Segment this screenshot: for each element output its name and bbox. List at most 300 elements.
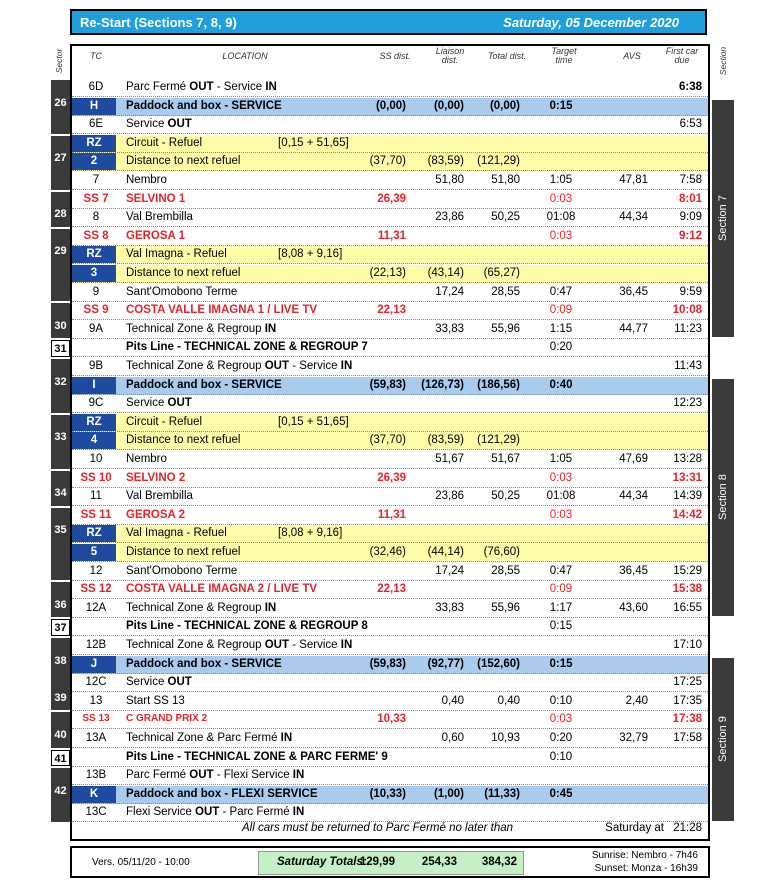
tc-cell: 13C: [85, 806, 107, 819]
total-dist-cell: 51,67: [491, 453, 520, 465]
table-row: [72, 749, 708, 767]
liaison-dist-cell: 23,86: [435, 211, 464, 224]
location-cell: [126, 286, 237, 298]
tc-cell: 10: [89, 453, 103, 465]
first-car-due-cell: 15:38: [672, 583, 702, 596]
location-keyword-2: IN: [340, 360, 353, 372]
tc-cell: RZ: [72, 414, 116, 431]
location-text: Val Brembilla: [126, 490, 193, 503]
table-row: [72, 377, 708, 395]
location-keyword: OUT: [167, 118, 192, 131]
sector-number: [51, 136, 70, 190]
ss-dist-cell: 22,13: [377, 583, 406, 596]
parc-ferme-note: [72, 820, 708, 838]
table-row: [72, 414, 708, 432]
liaison-dist-cell: 51,80: [435, 174, 464, 186]
table-row: [72, 711, 708, 729]
tc-cell: 2: [72, 153, 116, 170]
location-text: Val Imagna - Refuel: [126, 527, 227, 540]
tc-cell: 12C: [85, 676, 107, 689]
location-cell: [126, 546, 240, 558]
location-cell: [126, 100, 282, 112]
location-keyword-2: IN: [265, 81, 277, 93]
section-block: [712, 100, 734, 338]
table-row: [72, 563, 708, 581]
location-cell: [126, 639, 352, 651]
tc-cell: 6D: [88, 81, 104, 93]
table-row: [72, 544, 708, 562]
location-cell: [126, 509, 185, 521]
location-cell: [126, 341, 368, 353]
location-cell: [126, 806, 304, 818]
total-dist-cell: (65,27): [483, 267, 520, 279]
ss-dist-cell: 26,39: [377, 471, 406, 484]
location-text: Service: [126, 676, 168, 689]
sector-label: 31: [54, 343, 67, 356]
total-dist-cell: 28,55: [491, 285, 520, 298]
first-car-due-cell: 12:23: [673, 397, 702, 410]
location-cell: [126, 788, 318, 800]
tc-cell: SS 12: [80, 583, 112, 596]
first-car-due-cell: 9:59: [679, 285, 702, 298]
ss-dist-cell: (10,33): [369, 787, 406, 800]
refuel-distances: [0,15 + 51,65]: [278, 415, 349, 428]
location-cell: [126, 230, 185, 242]
header-ss-dist: SS dist.: [379, 51, 411, 61]
avs-cell: 47,69: [619, 453, 648, 465]
table-row: [72, 507, 708, 525]
sector-label: 38: [54, 654, 67, 667]
refuel-distances: [8,08 + 9,16]: [278, 527, 343, 540]
target-time-cell: 0:03: [549, 508, 573, 521]
tc-cell: RZ: [72, 246, 116, 263]
sector-number: [51, 750, 70, 767]
tc-cell: 12B: [85, 639, 107, 651]
tc-cell: 7: [92, 174, 100, 186]
sector-label: 42: [54, 784, 67, 797]
liaison-dist-cell: 17,24: [435, 285, 464, 298]
total-dist-cell: (152,60): [477, 657, 520, 670]
sector-number: [51, 471, 70, 506]
first-car-due-cell: 6:53: [679, 118, 702, 131]
total-dist-cell: 50,25: [491, 490, 520, 503]
location-cell: [126, 527, 227, 539]
header-liaison-dist: Liaison dist.: [435, 46, 465, 65]
sunrise-text: Sunrise: Nembro - 7h46: [591, 850, 698, 861]
location-keyword: OUT: [167, 397, 192, 410]
tc-cell: 9B: [88, 360, 104, 372]
first-car-due-cell: 13:28: [673, 453, 702, 465]
table-row: [72, 79, 708, 97]
location-text-2: - Parc Fermé: [219, 806, 293, 819]
location-text: Service: [126, 397, 168, 410]
sector-number: [51, 359, 70, 413]
location-cell: [126, 323, 276, 335]
target-time-cell: 0:03: [549, 713, 573, 726]
location-text: Start SS 13: [126, 694, 185, 707]
liaison-dist-cell: (126,73): [421, 378, 464, 391]
location-cell: [126, 453, 167, 465]
total-dist-cell: (121,29): [477, 155, 520, 168]
location-keyword-2: IN: [292, 806, 305, 819]
tc-cell: SS 11: [80, 508, 112, 521]
table-row: [72, 153, 708, 171]
location-text: Service: [126, 118, 168, 131]
ss-dist-cell: (59,83): [369, 378, 406, 391]
target-time-cell: 0:40: [549, 378, 573, 391]
sector-number: [51, 582, 70, 617]
location-cell: [126, 658, 282, 670]
location-cell: [126, 81, 277, 93]
location-text: Nembro: [126, 453, 167, 465]
location-cell: [126, 137, 202, 149]
location-cell: [126, 118, 192, 130]
target-time-cell: 0:20: [549, 732, 573, 744]
table-row: [72, 302, 708, 320]
table-row: [72, 767, 708, 785]
first-car-due-cell: 17:25: [673, 676, 702, 689]
target-time-cell: 1:05: [549, 453, 573, 465]
total-dist-cell: 0,40: [497, 694, 520, 707]
total-dist-cell: 10,93: [491, 732, 520, 744]
total-dist-cell: (121,29): [477, 434, 520, 447]
first-car-due-cell: 6:38: [678, 81, 702, 93]
first-car-due-cell: 9:09: [679, 211, 702, 224]
location-text: Parc Fermé: [126, 769, 190, 782]
location-keyword-2: IN: [292, 769, 305, 782]
tc-cell: J: [72, 656, 116, 673]
first-car-due-cell: 11:43: [674, 360, 702, 372]
avs-cell: 44,34: [619, 490, 648, 503]
total-dist-cell: 50,25: [491, 211, 520, 224]
tc-cell: K: [72, 786, 116, 803]
liaison-dist-cell: (43,14): [427, 267, 464, 279]
ss-dist-cell: 10,33: [377, 713, 406, 726]
note-text: All cars must be returned to Parc Fermé no later than: [242, 822, 514, 834]
ss-dist-cell: (37,70): [369, 155, 406, 168]
avs-cell: 36,45: [619, 285, 648, 298]
refuel-distances: [8,08 + 9,16]: [278, 248, 343, 261]
target-time-cell: 0:03: [549, 229, 573, 242]
location-text: Paddock and box - SERVICE: [126, 657, 282, 670]
sector-label: 40: [54, 728, 67, 741]
location-text: Technical Zone & Regroup: [126, 639, 265, 651]
target-time-cell: 0:15: [549, 657, 573, 670]
section-block: [712, 658, 734, 821]
total-dist-cell: 55,96: [491, 322, 520, 335]
header-target-time: Target time: [551, 46, 577, 65]
header-first-car-due: First car due: [665, 46, 699, 65]
target-time-cell: 0:47: [549, 564, 573, 577]
table-row: [72, 488, 708, 506]
tc-cell: SS 13: [82, 713, 110, 725]
liaison-dist-cell: (83,59): [427, 155, 464, 168]
tc-cell: 11: [90, 490, 102, 503]
liaison-dist-cell: 23,86: [435, 490, 464, 503]
location-text: Paddock and box - FLEXI SERVICE: [126, 787, 318, 800]
table-row: [72, 116, 708, 134]
tc-cell: 5: [72, 544, 116, 561]
location-text: COSTA VALLE IMAGNA 2 / LIVE TV: [126, 583, 318, 596]
sector-label: 26: [54, 96, 67, 109]
target-time-cell: 0:15: [549, 99, 573, 112]
location-cell: [126, 583, 317, 595]
sector-label: 41: [54, 752, 67, 765]
target-time-cell: 1:17: [549, 601, 573, 614]
sector-label: 27: [54, 152, 67, 165]
first-car-due-cell: 11:23: [674, 322, 702, 335]
table-row: [72, 265, 708, 283]
sunset-text: Sunset: Monza - 16h39: [594, 863, 698, 874]
header-tc: TC: [90, 51, 102, 61]
ss-dist-cell: (59,83): [369, 657, 406, 670]
table-row: [72, 209, 708, 227]
sector-label: 34: [54, 487, 67, 500]
avs-cell: 44,34: [619, 211, 648, 224]
location-cell: [126, 267, 240, 279]
liaison-dist-cell: 33,83: [435, 322, 464, 335]
sector-number: [51, 80, 70, 134]
table-row: [72, 525, 708, 543]
avs-cell: 43,60: [619, 601, 648, 614]
location-text: COSTA VALLE IMAGNA 1 / LIVE TV: [126, 304, 318, 317]
header-total-dist: Total dist.: [487, 51, 527, 61]
sector-label: 39: [54, 691, 67, 704]
location-text: Nembro: [126, 174, 167, 186]
ss-dist-cell: (37,70): [369, 434, 406, 447]
location-cell: [126, 565, 237, 577]
table-row: [72, 339, 708, 357]
avs-cell: 36,45: [619, 564, 648, 577]
table-row: [72, 618, 708, 636]
total-liaison-dist: 254,33: [421, 856, 457, 868]
location-keyword: OUT: [195, 806, 220, 819]
location-cell: [126, 602, 276, 614]
location-text: Circuit - Refuel: [126, 415, 203, 428]
section-label: Section 9: [717, 716, 729, 763]
first-car-due-cell: 7:58: [679, 174, 702, 186]
liaison-dist-cell: (83,59): [427, 434, 464, 447]
section-column-label: Section: [718, 46, 728, 76]
liaison-dist-cell: 17,24: [435, 564, 464, 577]
sector-label: 32: [54, 375, 67, 388]
table-row: [72, 135, 708, 153]
location-text: Distance to next refuel: [126, 546, 241, 558]
sector-label: 33: [54, 431, 67, 444]
version-label: Vers. 05/11/20 - 10:00: [92, 857, 190, 868]
totals-box: [258, 851, 524, 875]
table-row: [72, 786, 708, 804]
liaison-dist-cell: (0,00): [433, 99, 464, 112]
section-label: Section 8: [717, 474, 729, 521]
first-car-due-cell: 17:35: [673, 694, 702, 707]
liaison-dist-cell: 0,60: [441, 732, 464, 744]
page-title-bar: [70, 9, 707, 35]
table-row: [72, 98, 708, 116]
location-text: Circuit - Refuel: [126, 136, 203, 149]
location-text-2: - Service: [289, 639, 341, 651]
location-keyword: OUT: [189, 769, 214, 782]
ss-dist-cell: (22,13): [369, 267, 406, 279]
sector-number: [51, 768, 70, 822]
ss-dist-cell: (0,00): [375, 99, 406, 112]
table-row: [72, 321, 708, 339]
first-car-due-cell: 17:10: [673, 639, 702, 651]
sector-label: 36: [54, 598, 67, 611]
page-date: Saturday, 05 December 2020: [503, 15, 679, 30]
location-text: C GRAND PRIX 2: [126, 713, 208, 725]
tc-cell: 8: [92, 211, 100, 224]
table-row: [72, 656, 708, 674]
location-text: Pits Line - TECHNICAL ZONE & REGROUP 8: [126, 620, 368, 633]
location-keyword: OUT: [189, 81, 214, 93]
table-row: [72, 395, 708, 413]
tc-cell: 6E: [88, 118, 104, 131]
location-text: Pits Line - TECHNICAL ZONE & PARC FERME' 9: [126, 750, 388, 763]
location-text: Technical Zone & Regroup: [126, 601, 265, 614]
table-row: [72, 451, 708, 469]
note-time: 21:28: [673, 822, 702, 834]
section-block: [712, 379, 734, 617]
location-text: Paddock and box - SERVICE: [126, 378, 282, 391]
location-text-2: - Service: [289, 360, 341, 372]
tc-cell: SS 8: [83, 229, 109, 242]
location-cell: [126, 211, 193, 223]
tc-cell: SS 10: [80, 471, 112, 484]
location-cell: [126, 490, 193, 502]
avs-cell: 44,77: [619, 322, 648, 335]
table-row: [72, 284, 708, 302]
tc-cell: 3: [72, 265, 116, 282]
footer: [70, 846, 710, 878]
total-dist-cell: (186,56): [477, 378, 520, 391]
location-text: Parc Fermé: [126, 81, 190, 93]
sector-number: [51, 508, 70, 580]
location-cell: [126, 397, 192, 409]
ss-dist-cell: (32,46): [369, 546, 406, 558]
sector-number: [51, 229, 70, 301]
header-location: LOCATION: [222, 51, 268, 61]
note-day: Saturday at: [605, 822, 664, 834]
tc-cell: 13: [89, 694, 103, 707]
target-time-cell: 1:05: [549, 174, 573, 186]
target-time-cell: 0:09: [549, 583, 573, 596]
first-car-due-cell: 14:42: [672, 508, 702, 521]
location-text: Pits Line - TECHNICAL ZONE & REGROUP 7: [126, 341, 368, 354]
table-row: [72, 693, 708, 711]
first-car-due-cell: 16:55: [673, 601, 702, 614]
location-cell: [126, 360, 352, 372]
ss-dist-cell: 11,31: [377, 508, 406, 521]
location-text: Technical Zone & Regroup: [126, 322, 265, 335]
sector-number: [51, 712, 70, 747]
sector-number: [51, 303, 70, 338]
liaison-dist-cell: 0,40: [441, 694, 464, 707]
ss-dist-cell: 22,13: [377, 304, 406, 317]
tc-cell: RZ: [72, 525, 116, 542]
target-time-cell: 01:08: [546, 490, 576, 503]
liaison-dist-cell: (44,14): [427, 546, 464, 558]
location-cell: [126, 379, 282, 391]
location-cell: [126, 769, 304, 781]
table-row: [72, 191, 708, 209]
table-row: [72, 730, 708, 748]
location-text: Distance to next refuel: [126, 155, 241, 168]
sector-number: [51, 619, 70, 636]
location-keyword: IN: [264, 322, 277, 335]
avs-cell: 32,79: [619, 732, 648, 744]
location-keyword-2: IN: [340, 639, 353, 651]
first-car-due-cell: 9:12: [678, 229, 702, 242]
location-text-2: - Flexi Service: [213, 769, 293, 782]
location-text: Technical Zone & Regroup: [126, 360, 265, 372]
target-time-cell: 0:10: [549, 694, 573, 707]
first-car-due-cell: 15:29: [673, 564, 702, 577]
avs-cell: 2,40: [625, 694, 648, 707]
location-keyword: OUT: [264, 639, 289, 651]
table-row: [72, 581, 708, 599]
total-ss-dist: 129,99: [359, 856, 395, 868]
location-cell: [126, 174, 167, 186]
tc-cell: 9A: [88, 322, 104, 335]
total-dist-cell: 51,80: [491, 174, 520, 186]
location-text: Val Imagna - Refuel: [126, 248, 227, 261]
table-row: [72, 674, 708, 692]
total-dist-cell: 28,55: [491, 564, 520, 577]
location-text: Technical Zone & Parc Fermé: [126, 732, 281, 744]
sector-label: 28: [54, 208, 67, 221]
table-row: [72, 470, 708, 488]
tc-cell: 4: [72, 432, 116, 449]
first-car-due-cell: 17:38: [672, 713, 702, 726]
tc-cell: 9: [92, 285, 100, 298]
location-cell: [126, 472, 185, 484]
target-time-cell: 0:03: [549, 192, 573, 205]
table-row: [72, 172, 708, 190]
location-cell: [126, 193, 185, 205]
location-text: SELVINO 1: [126, 192, 186, 205]
location-cell: [126, 676, 192, 688]
first-car-due-cell: 13:31: [672, 471, 702, 484]
section-label: Section 7: [717, 195, 729, 242]
ss-dist-cell: 11,31: [377, 229, 406, 242]
total-dist-cell: 55,96: [491, 601, 520, 614]
target-time-cell: 0:09: [549, 304, 573, 317]
tc-cell: 9C: [88, 397, 104, 410]
table-row: [72, 600, 708, 618]
table-row: [72, 358, 708, 376]
tc-cell: H: [72, 98, 116, 115]
tc-cell: 13B: [85, 769, 107, 782]
first-car-due-cell: 10:08: [672, 304, 702, 317]
sector-number: [51, 675, 70, 710]
total-dist-cell: (11,33): [484, 787, 520, 800]
location-cell: [126, 620, 368, 632]
location-cell: [126, 434, 240, 446]
location-cell: [126, 155, 240, 167]
total-dist: 384,32: [481, 856, 517, 868]
location-cell: [126, 248, 227, 260]
liaison-dist-cell: 51,67: [435, 453, 464, 465]
location-text: Distance to next refuel: [126, 434, 241, 447]
sector-column-label: Sector: [54, 48, 64, 74]
location-text: Paddock and box - SERVICE: [126, 99, 282, 112]
location-cell: [126, 751, 388, 763]
first-car-due-cell: 17:58: [673, 732, 702, 744]
location-cell: [126, 695, 185, 707]
sector-number: [51, 340, 70, 357]
liaison-dist-cell: (1,00): [433, 787, 464, 800]
